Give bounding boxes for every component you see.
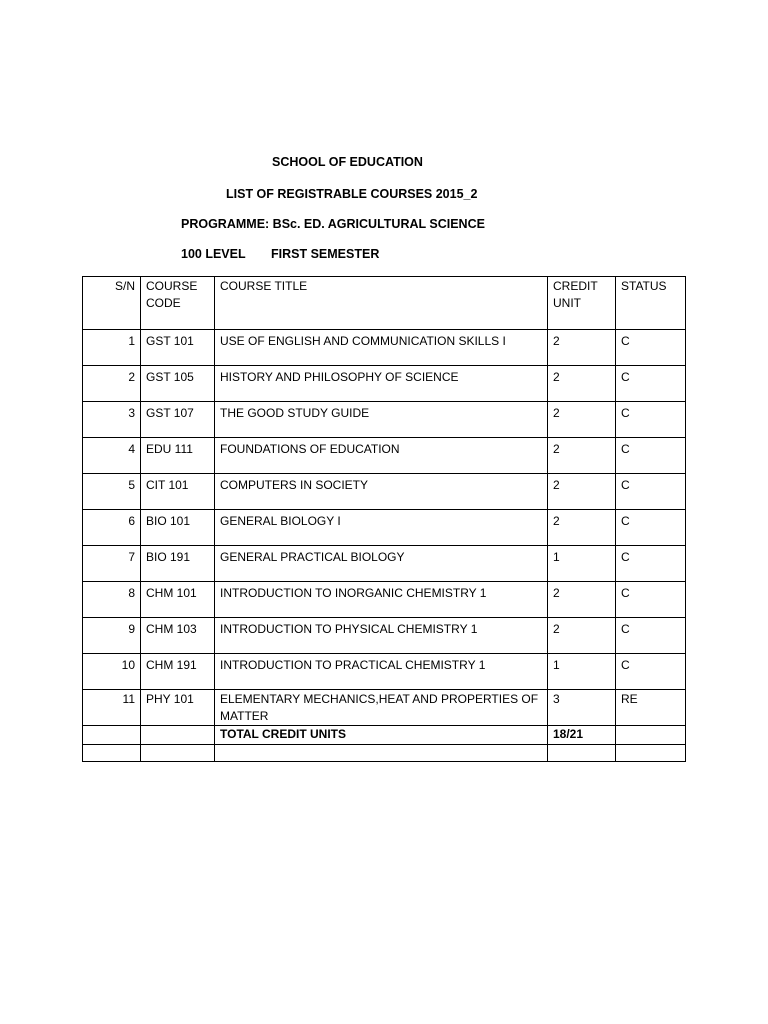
- cell-status: C: [616, 330, 686, 366]
- cell-course-code: CHM 101: [141, 582, 215, 618]
- cell-course-title: THE GOOD STUDY GUIDE: [215, 402, 548, 438]
- table-row: [83, 690, 686, 726]
- cell-course-title: INTRODUCTION TO INORGANIC CHEMISTRY 1: [215, 582, 548, 618]
- cell-status: C: [616, 402, 686, 438]
- column-header-status: STATUS: [616, 277, 686, 330]
- cell-course-title: ELEMENTARY MECHANICS,HEAT AND PROPERTIES OF MATTER: [215, 690, 548, 726]
- cell-course-title: COMPUTERS IN SOCIETY: [215, 474, 548, 510]
- cell-empty: [83, 745, 141, 762]
- cell-status: RE: [616, 690, 686, 726]
- cell-sn: 11: [83, 690, 141, 726]
- cell-sn: 1: [83, 330, 141, 366]
- cell-course-code: CHM 103: [141, 618, 215, 654]
- column-header-course-code-line2: CODE: [146, 296, 181, 310]
- cell-course-title: USE OF ENGLISH AND COMMUNICATION SKILLS I: [215, 330, 548, 366]
- cell-status: C: [616, 618, 686, 654]
- cell-course-title: GENERAL PRACTICAL BIOLOGY: [215, 546, 548, 582]
- cell-course-code: BIO 191: [141, 546, 215, 582]
- cell-sn: 7: [83, 546, 141, 582]
- cell-course-code: BIO 101: [141, 510, 215, 546]
- table-header-row: [83, 277, 686, 330]
- column-header-course-code: [141, 277, 215, 330]
- table-row: [83, 330, 686, 366]
- school-title: SCHOOL OF EDUCATION: [272, 155, 423, 169]
- cell-empty: [141, 745, 215, 762]
- cell-course-code: EDU 111: [141, 438, 215, 474]
- cell-sn: 4: [83, 438, 141, 474]
- column-header-credit-unit: [548, 277, 616, 330]
- programme-label: PROGRAMME: BSc. ED. AGRICULTURAL SCIENCE: [181, 217, 485, 231]
- cell-empty: [548, 745, 616, 762]
- cell-status: C: [616, 474, 686, 510]
- column-header-course-title: COURSE TITLE: [215, 277, 548, 330]
- cell-status: C: [616, 366, 686, 402]
- cell-sn: 8: [83, 582, 141, 618]
- cell-empty: [141, 726, 215, 745]
- table-row: [83, 474, 686, 510]
- cell-status: C: [616, 654, 686, 690]
- cell-course-code: CIT 101: [141, 474, 215, 510]
- cell-empty: [616, 726, 686, 745]
- cell-credit-unit: 2: [548, 618, 616, 654]
- cell-credit-unit: 2: [548, 366, 616, 402]
- cell-credit-unit: 2: [548, 510, 616, 546]
- cell-course-code: GST 105: [141, 366, 215, 402]
- level-label: 100 LEVEL: [181, 247, 246, 261]
- empty-row: [83, 745, 686, 762]
- cell-status: C: [616, 582, 686, 618]
- column-header-credit-line1: CREDIT: [553, 279, 598, 293]
- table-row: [83, 510, 686, 546]
- cell-sn: 10: [83, 654, 141, 690]
- cell-credit-unit: 2: [548, 438, 616, 474]
- cell-credit-unit: 2: [548, 582, 616, 618]
- cell-course-title: HISTORY AND PHILOSOPHY OF SCIENCE: [215, 366, 548, 402]
- cell-sn: 2: [83, 366, 141, 402]
- cell-course-title: INTRODUCTION TO PHYSICAL CHEMISTRY 1: [215, 618, 548, 654]
- cell-credit-unit: 2: [548, 330, 616, 366]
- table-row: [83, 366, 686, 402]
- table-row: [83, 402, 686, 438]
- column-header-course-code-line1: COURSE: [146, 279, 198, 293]
- cell-empty: [215, 745, 548, 762]
- table-row: [83, 618, 686, 654]
- cell-course-code: PHY 101: [141, 690, 215, 726]
- cell-course-title: FOUNDATIONS OF EDUCATION: [215, 438, 548, 474]
- cell-status: C: [616, 510, 686, 546]
- semester-label: FIRST SEMESTER: [271, 247, 380, 261]
- total-credit-label: TOTAL CREDIT UNITS: [215, 726, 548, 745]
- cell-credit-unit: 2: [548, 474, 616, 510]
- cell-sn: 6: [83, 510, 141, 546]
- cell-empty: [616, 745, 686, 762]
- table-row: [83, 546, 686, 582]
- cell-credit-unit: 1: [548, 546, 616, 582]
- cell-credit-unit: 1: [548, 654, 616, 690]
- cell-empty: [83, 726, 141, 745]
- cell-course-title: GENERAL BIOLOGY I: [215, 510, 548, 546]
- column-header-sn: S/N: [83, 277, 141, 330]
- cell-sn: 3: [83, 402, 141, 438]
- cell-status: C: [616, 546, 686, 582]
- table-row: [83, 654, 686, 690]
- total-credit-value: 18/21: [548, 726, 616, 745]
- column-header-credit-line2: UNIT: [553, 296, 581, 310]
- cell-course-title: INTRODUCTION TO PRACTICAL CHEMISTRY 1: [215, 654, 548, 690]
- cell-credit-unit: 3: [548, 690, 616, 726]
- table-row: [83, 438, 686, 474]
- cell-course-code: GST 107: [141, 402, 215, 438]
- cell-sn: 9: [83, 618, 141, 654]
- cell-course-code: CHM 191: [141, 654, 215, 690]
- total-row: [83, 726, 686, 745]
- cell-course-code: GST 101: [141, 330, 215, 366]
- table-row: [83, 582, 686, 618]
- cell-status: C: [616, 438, 686, 474]
- document-title: LIST OF REGISTRABLE COURSES 2015_2: [226, 187, 478, 201]
- cell-sn: 5: [83, 474, 141, 510]
- courses-table: [82, 276, 686, 762]
- cell-credit-unit: 2: [548, 402, 616, 438]
